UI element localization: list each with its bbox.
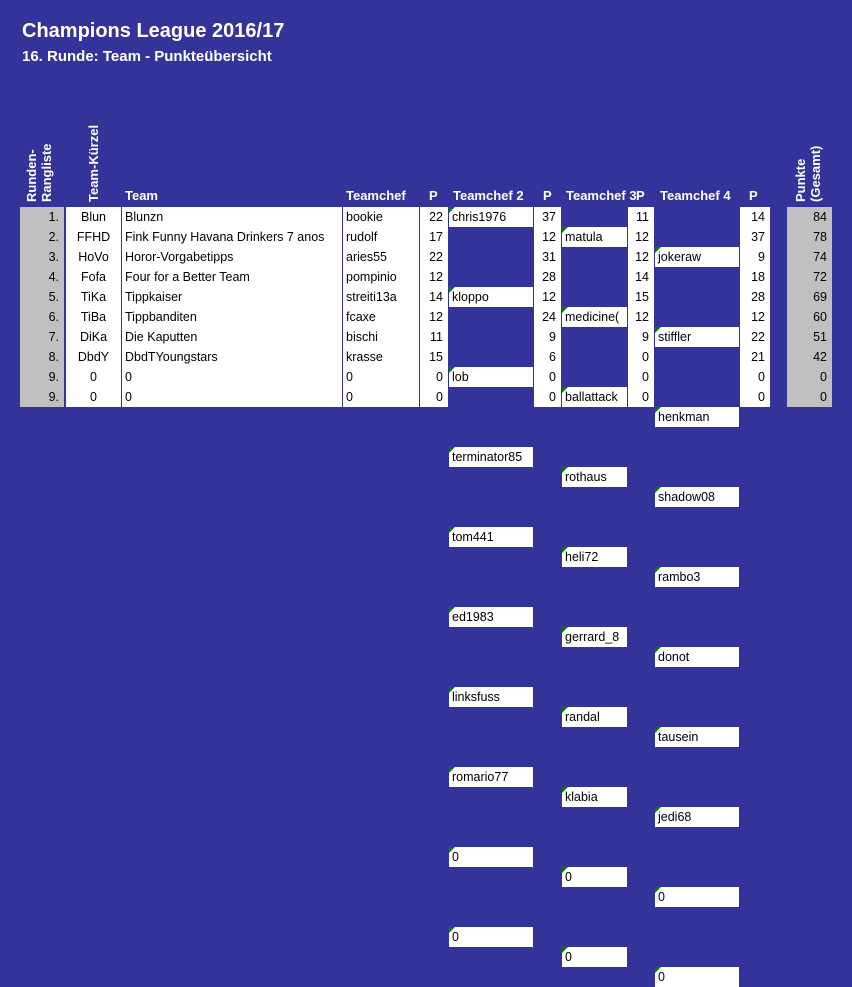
cell-chef2: terminator85 [449,447,533,467]
cell-p3: 15 [628,287,654,307]
cell-p4: 9 [740,247,770,267]
cell-total: 84 [787,207,832,227]
cell-chef3: rothaus [562,467,627,487]
cell-rank: 6. [20,307,64,327]
cell-total: 60 [787,307,832,327]
cell-chef1: 0 [343,387,419,407]
cell-chef4: 0 [655,967,739,987]
column-header-team: Team [125,188,158,203]
cell-team: DbdTYoungstars [122,347,342,367]
cell-team: 0 [122,387,342,407]
cell-team: Tippkaiser [122,287,342,307]
cell-p1: 11 [420,327,448,347]
cell-chef1: bookie [343,207,419,227]
cell-total: 51 [787,327,832,347]
cell-p1: 22 [420,207,448,227]
cell-chef4: stiffler [655,327,739,347]
cell-chef3: 0 [562,947,627,967]
cell-chef1: 0 [343,367,419,387]
cell-team: Four for a Better Team [122,267,342,287]
cell-p1: 0 [420,387,448,407]
cell-p1: 15 [420,347,448,367]
cell-rank: 9. [20,367,64,387]
cell-p4: 14 [740,207,770,227]
cell-p3: 14 [628,267,654,287]
cell-team: Die Kaputten [122,327,342,347]
cell-p4: 28 [740,287,770,307]
cell-chef4: jokeraw [655,247,739,267]
cell-p3: 0 [628,387,654,407]
cell-rank: 2. [20,227,64,247]
cell-p1: 17 [420,227,448,247]
cell-p2: 28 [534,267,561,287]
cell-chef3: klabia [562,787,627,807]
cell-chef2: ed1983 [449,607,533,627]
cell-short: Blun [66,207,121,227]
cell-p3: 12 [628,227,654,247]
cell-chef1: rudolf [343,227,419,247]
cell-rank: 9. [20,387,64,407]
cell-p4: 21 [740,347,770,367]
cell-rank: 8. [20,347,64,367]
page-title: Champions League 2016/17 [22,20,285,42]
cell-p2: 9 [534,327,561,347]
cell-chef3: gerrard_8 [562,627,627,647]
cell-total: 72 [787,267,832,287]
cell-p1: 22 [420,247,448,267]
cell-team: 0 [122,367,342,387]
cell-p4: 22 [740,327,770,347]
cell-rank: 1. [20,207,64,227]
cell-short: HoVo [66,247,121,267]
cell-chef4: rambo3 [655,567,739,587]
cell-p4: 0 [740,387,770,407]
column-header-p1: P [429,188,438,203]
cell-chef4: henkman [655,407,739,427]
cell-chef1: pompinio [343,267,419,287]
cell-p1: 12 [420,307,448,327]
cell-short: 0 [66,387,121,407]
cell-chef1: streiti13a [343,287,419,307]
cell-total: 0 [787,367,832,387]
cell-p4: 18 [740,267,770,287]
cell-p2: 37 [534,207,561,227]
cell-total: 0 [787,387,832,407]
column-header-chef1: Teamchef [346,188,406,203]
cell-chef2: 0 [449,847,533,867]
cell-chef3: matula [562,227,627,247]
cell-chef3: 0 [562,867,627,887]
cell-total: 69 [787,287,832,307]
column-header-chef4: Teamchef 4 [660,188,731,203]
cell-chef4: shadow08 [655,487,739,507]
column-header-rank: Runden- Rangliste [24,143,54,202]
cell-total: 74 [787,247,832,267]
cell-chef2: tom441 [449,527,533,547]
cell-team: Horor-Vorgabetipps [122,247,342,267]
cell-short: Fofa [66,267,121,287]
column-header-p4: P [749,188,758,203]
cell-p2: 12 [534,287,561,307]
cell-team: Fink Funny Havana Drinkers 7 anos [122,227,342,247]
cell-p4: 37 [740,227,770,247]
cell-p2: 0 [534,387,561,407]
cell-chef1: aries55 [343,247,419,267]
cell-chef3: randal [562,707,627,727]
cell-chef1: krasse [343,347,419,367]
cell-total: 42 [787,347,832,367]
cell-chef2: romario77 [449,767,533,787]
cell-chef2: chris1976 [449,207,533,227]
cell-chef4: jedi68 [655,807,739,827]
cell-p2: 6 [534,347,561,367]
cell-chef2: lob [449,367,533,387]
cell-chef4: donot [655,647,739,667]
cell-p3: 12 [628,307,654,327]
cell-p3: 9 [628,327,654,347]
cell-chef2: kloppo [449,287,533,307]
column-header-chef2: Teamchef 2 [453,188,524,203]
cell-p3: 11 [628,207,654,227]
cell-chef2: linksfuss [449,687,533,707]
cell-team: Tippbanditen [122,307,342,327]
cell-short: 0 [66,367,121,387]
cell-p4: 0 [740,367,770,387]
cell-short: FFHD [66,227,121,247]
cell-rank: 4. [20,267,64,287]
column-header-short: Team-Kürzel [86,124,101,202]
cell-chef3: medicine( [562,307,627,327]
column-header-chef3: Teamchef 3 [566,188,637,203]
cell-p3: 0 [628,347,654,367]
cell-p2: 24 [534,307,561,327]
cell-chef3: heli72 [562,547,627,567]
cell-total: 78 [787,227,832,247]
cell-p3: 12 [628,247,654,267]
cell-short: TiBa [66,307,121,327]
cell-short: DbdY [66,347,121,367]
cell-p2: 12 [534,227,561,247]
cell-p2: 31 [534,247,561,267]
column-header-total: Punkte (Gesamt) [793,145,823,202]
cell-rank: 7. [20,327,64,347]
cell-rank: 5. [20,287,64,307]
cell-chef4: 0 [655,887,739,907]
cell-chef2: 0 [449,927,533,947]
cell-chef3: ballattack [562,387,627,407]
cell-rank: 3. [20,247,64,267]
cell-chef4: tausein [655,727,739,747]
cell-p1: 0 [420,367,448,387]
cell-team: Blunzn [122,207,342,227]
cell-short: TiKa [66,287,121,307]
cell-p3: 0 [628,367,654,387]
page-subtitle: 16. Runde: Team - Punkteübersicht [22,48,272,65]
cell-p1: 14 [420,287,448,307]
cell-short: DiKa [66,327,121,347]
cell-chef1: fcaxe [343,307,419,327]
cell-p2: 0 [534,367,561,387]
cell-p1: 12 [420,267,448,287]
column-header-p3: P [636,188,645,203]
cell-chef1: bischi [343,327,419,347]
cell-p4: 12 [740,307,770,327]
column-header-p2: P [543,188,552,203]
